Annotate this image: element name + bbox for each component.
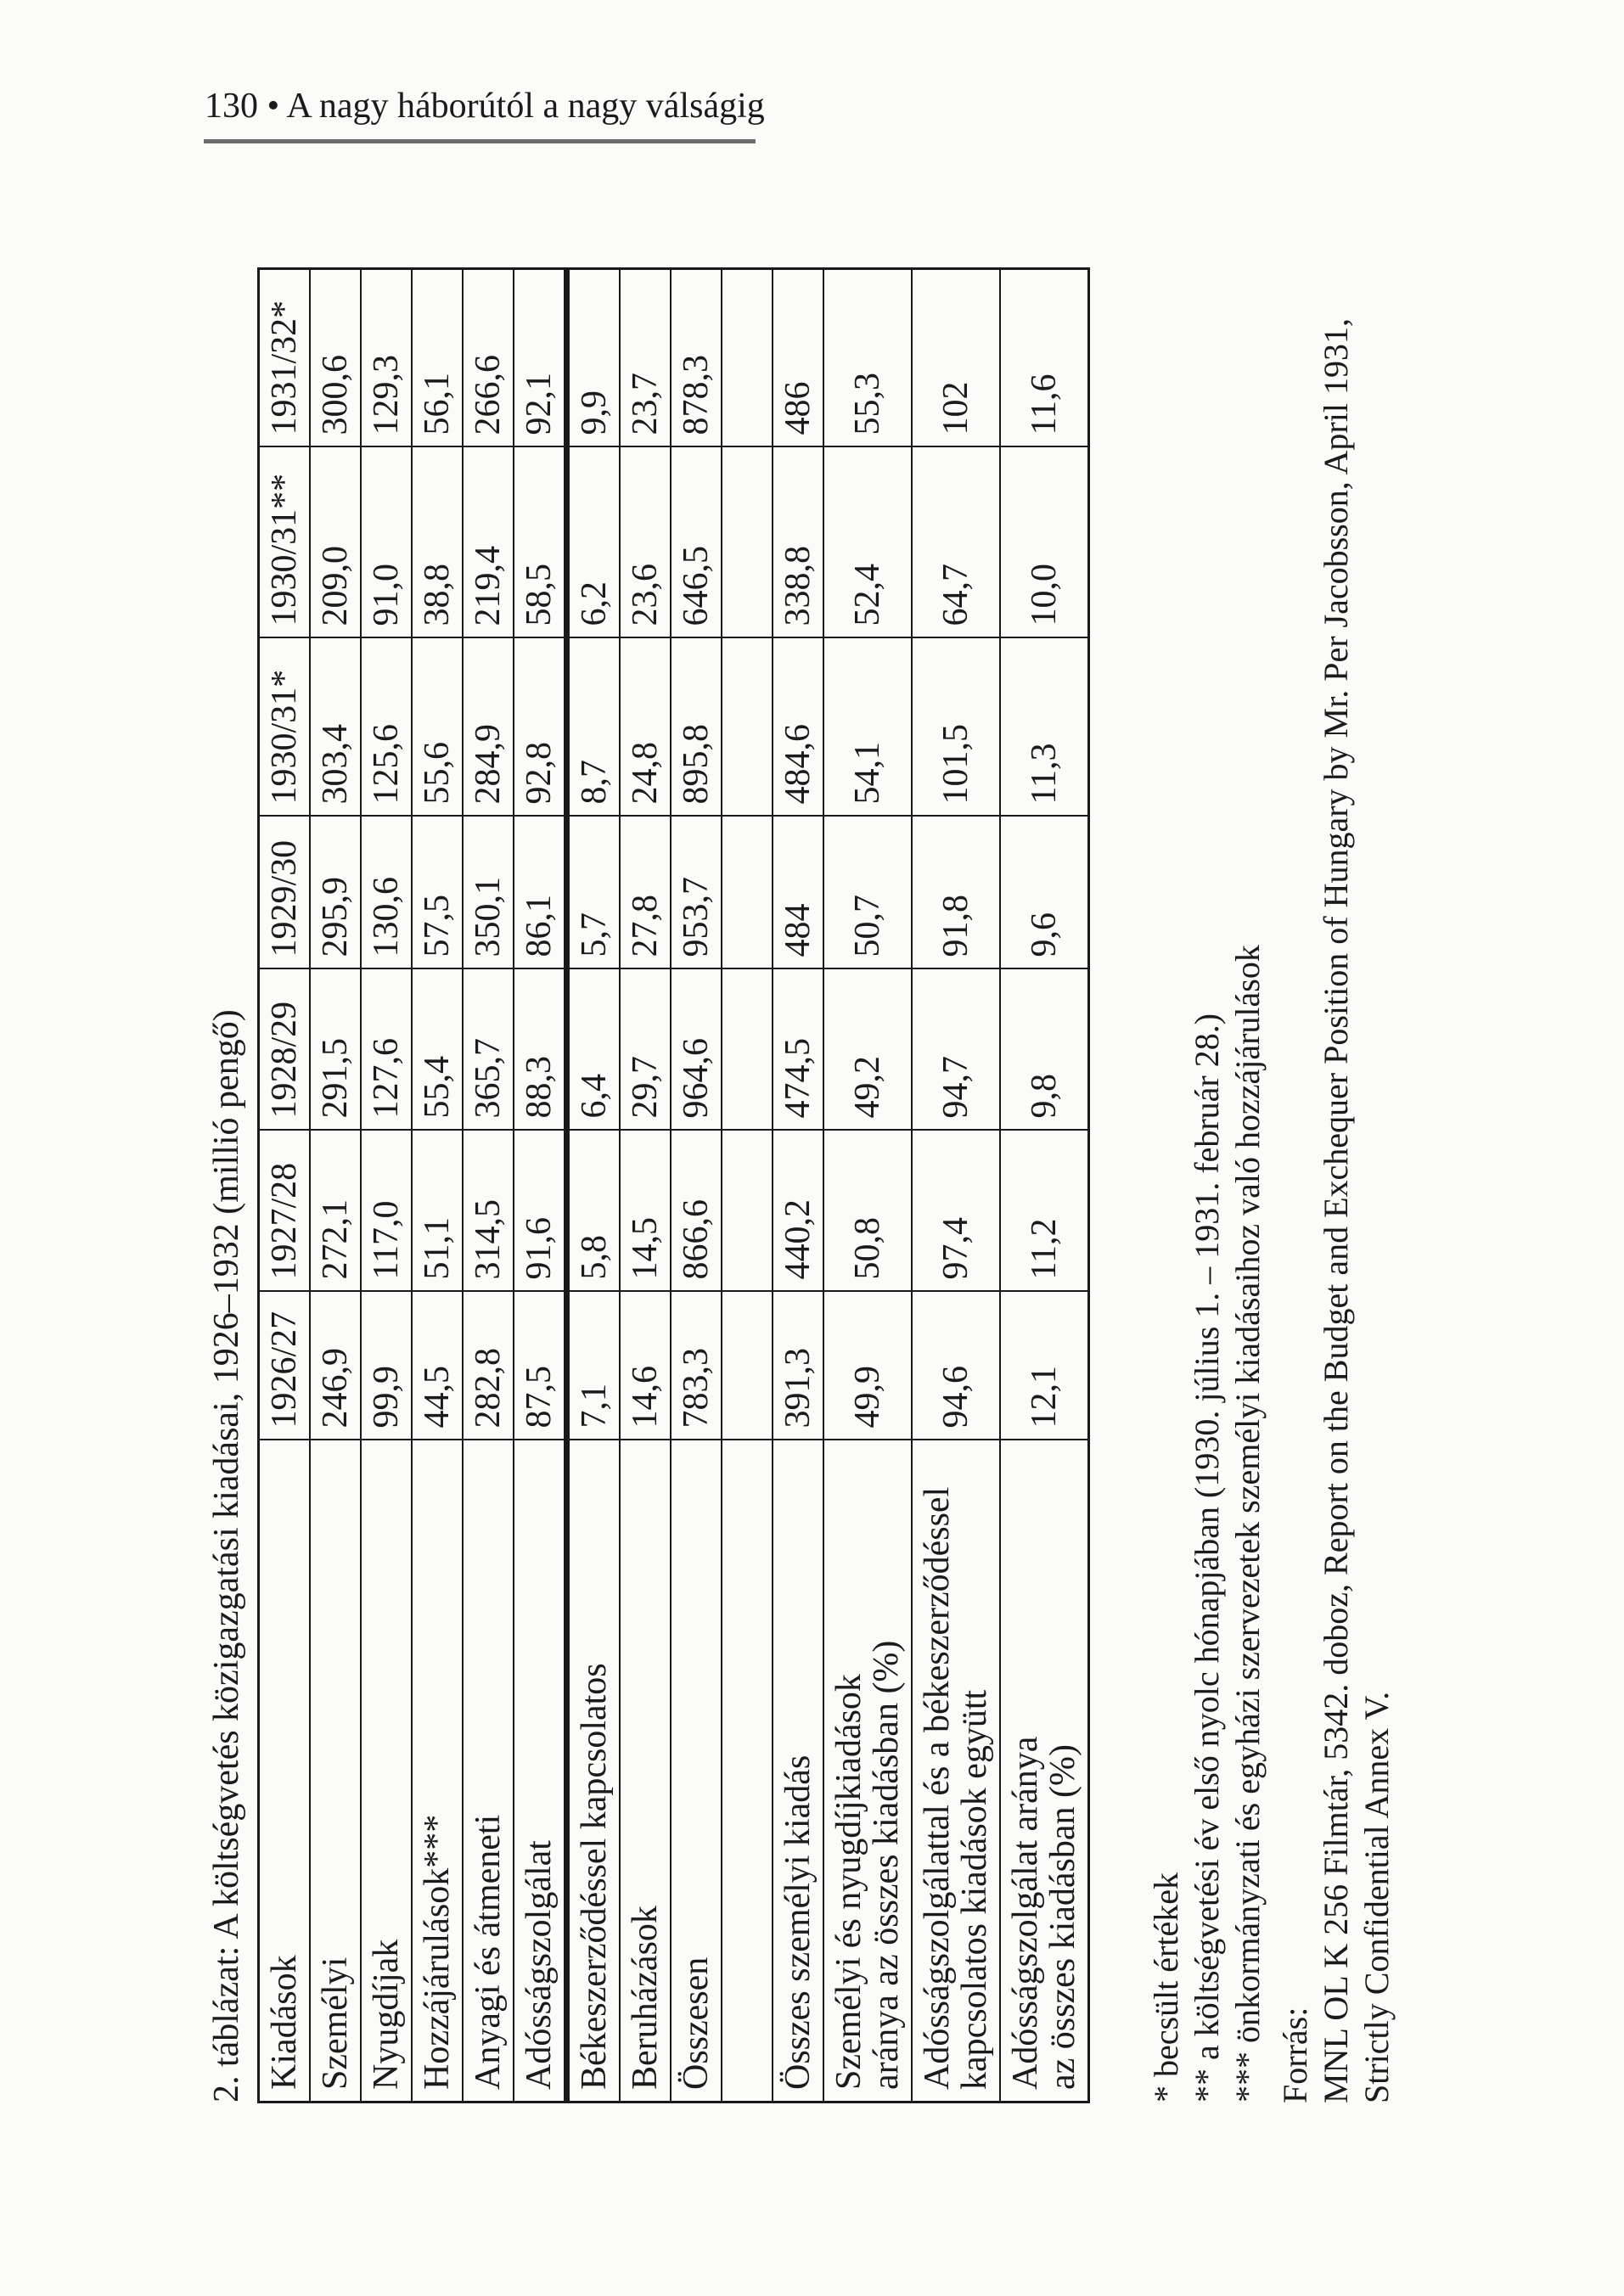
- value-cell: 86,1: [514, 817, 567, 969]
- value-cell: 101,5: [912, 638, 1000, 817]
- value-cell: 24,8: [620, 638, 671, 817]
- value-cell: 7,1: [567, 1292, 621, 1440]
- row-label-cell: Összes személyi kiadás: [773, 1440, 823, 2102]
- row-label-cell: Adósságszolgálat aránya az összes kiadásban (%): [1000, 1440, 1089, 2102]
- table-row: [310, 269, 361, 2102]
- value-cell: 14,6: [620, 1292, 671, 1440]
- value-cell: 88,3: [514, 969, 567, 1131]
- row-label-cell: Összesen: [671, 1440, 722, 2102]
- value-cell: 58,5: [514, 447, 567, 638]
- value-cell: 5,8: [567, 1131, 621, 1292]
- value-cell: 646,5: [671, 447, 722, 638]
- value-cell: 6,4: [567, 969, 621, 1131]
- row-label-cell: Személyi: [310, 1440, 361, 2102]
- value-cell: 125,6: [361, 638, 412, 817]
- value-cell: 23,7: [620, 269, 671, 447]
- value-cell: 266,6: [463, 269, 514, 447]
- table-row: [412, 269, 463, 2102]
- value-cell: 953,7: [671, 817, 722, 969]
- value-cell: 9,6: [1000, 817, 1089, 969]
- row-label-cell: [722, 1440, 773, 2102]
- year-header-cell: 1928/29: [259, 969, 311, 1131]
- year-header-cell: 1927/28: [259, 1131, 311, 1292]
- value-cell: 52,4: [823, 447, 912, 638]
- footnote: ** a költségvetési év első nyolc hónapjában (1930. július 1. – 1931. február 28.): [1188, 1013, 1226, 2102]
- value-cell: 338,8: [773, 447, 823, 638]
- year-header-cell: 1931/32*: [259, 269, 311, 447]
- value-cell: 895,8: [671, 638, 722, 817]
- value-cell: 94,7: [912, 969, 1000, 1131]
- budget-table: [257, 267, 1090, 2103]
- value-cell: 440,2: [773, 1131, 823, 1292]
- value-cell: 56,1: [412, 269, 463, 447]
- footnote: *** önkormányzati és egyházi szervezetek személyi kiadásaihoz való hozzájárulások: [1228, 945, 1267, 2102]
- value-cell: 209,0: [310, 447, 361, 638]
- value-cell: 64,7: [912, 447, 1000, 638]
- value-cell: 284,9: [463, 638, 514, 817]
- column-header-cell: Kiadások: [259, 1440, 311, 2102]
- footnote: * becsült értékek: [1147, 1872, 1185, 2102]
- value-cell: 282,8: [463, 1292, 514, 1440]
- value-cell: 102: [912, 269, 1000, 447]
- source-block: [1275, 100, 1397, 2103]
- value-cell: 783,3: [671, 1292, 722, 1440]
- value-cell: 12,1: [1000, 1292, 1089, 1440]
- value-cell: 92,1: [514, 269, 567, 447]
- row-label-cell: Nyugdíjak: [361, 1440, 412, 2102]
- value-cell: 50,7: [823, 817, 912, 969]
- value-cell: 14,5: [620, 1131, 671, 1292]
- table-row: [773, 269, 823, 2102]
- table-row: [620, 269, 671, 2102]
- value-cell: 54,1: [823, 638, 912, 817]
- value-cell: 57,5: [412, 817, 463, 969]
- table-header-row: [259, 269, 311, 2102]
- value-cell: [722, 638, 773, 817]
- year-header-cell: 1929/30: [259, 817, 311, 969]
- footnotes: [1146, 100, 1268, 2102]
- value-cell: 484: [773, 817, 823, 969]
- value-cell: 246,9: [310, 1292, 361, 1440]
- value-cell: 11,6: [1000, 269, 1089, 447]
- value-cell: 6,2: [567, 447, 621, 638]
- row-label-cell: Anyagi és átmeneti: [463, 1440, 514, 2102]
- value-cell: 219,4: [463, 447, 514, 638]
- value-cell: 99,9: [361, 1292, 412, 1440]
- table-title: 2. táblázat: A költségvetés közigazgatási kiadásai, 1926–1932 (millió pengő): [207, 1009, 246, 2102]
- value-cell: [722, 447, 773, 638]
- value-cell: 55,6: [412, 638, 463, 817]
- row-label-cell: Adósságszolgálattal és a békeszerződéssel kapcsolatos kiadások együtt: [912, 1440, 1000, 2102]
- value-cell: 91,0: [361, 447, 412, 638]
- value-cell: 365,7: [463, 969, 514, 1131]
- source-label: Forrás:: [1276, 2007, 1314, 2103]
- table-row: [671, 269, 722, 2102]
- value-cell: 11,2: [1000, 1131, 1089, 1292]
- value-cell: 303,4: [310, 638, 361, 817]
- row-label-cell: Békeszerződéssel kapcsolatos: [567, 1440, 621, 2102]
- year-header-cell: 1930/31*: [259, 638, 311, 817]
- table-row: [514, 269, 567, 2102]
- value-cell: 350,1: [463, 817, 514, 969]
- value-cell: 291,5: [310, 969, 361, 1131]
- value-cell: 29,7: [620, 969, 671, 1131]
- table-row: [1000, 269, 1089, 2102]
- value-cell: 474,5: [773, 969, 823, 1131]
- value-cell: 55,3: [823, 269, 912, 447]
- source-line: Strictly Confidential Annex V.: [1357, 1691, 1396, 2103]
- source-line: MNL OL K 256 Filmtár, 5342. doboz, Report on the Budget and Exchequer Position of Hungary by Mr. Per Jacobsson, April 1931,: [1317, 318, 1355, 2103]
- value-cell: 129,3: [361, 269, 412, 447]
- table-row: [722, 269, 773, 2102]
- value-cell: 91,6: [514, 1131, 567, 1292]
- value-cell: 866,6: [671, 1131, 722, 1292]
- value-cell: 878,3: [671, 269, 722, 447]
- value-cell: 23,6: [620, 447, 671, 638]
- value-cell: 49,9: [823, 1292, 912, 1440]
- value-cell: 272,1: [310, 1131, 361, 1292]
- value-cell: 295,9: [310, 817, 361, 969]
- page-header: 130 • A nagy háborútól a nagy válságig: [205, 87, 765, 126]
- table-row: [912, 269, 1000, 2102]
- value-cell: 130,6: [361, 817, 412, 969]
- value-cell: 55,4: [412, 969, 463, 1131]
- value-cell: 391,3: [773, 1292, 823, 1440]
- value-cell: 44,5: [412, 1292, 463, 1440]
- value-cell: 27,8: [620, 817, 671, 969]
- table-row: [567, 269, 621, 2102]
- value-cell: 51,1: [412, 1131, 463, 1292]
- row-label-cell: Adósságszolgálat: [514, 1440, 567, 2102]
- value-cell: 484,6: [773, 638, 823, 817]
- value-cell: 117,0: [361, 1131, 412, 1292]
- value-cell: [722, 269, 773, 447]
- value-cell: 964,6: [671, 969, 722, 1131]
- value-cell: 8,7: [567, 638, 621, 817]
- year-header-cell: 1926/27: [259, 1292, 311, 1440]
- value-cell: 92,8: [514, 638, 567, 817]
- value-cell: 5,7: [567, 817, 621, 969]
- rotated-table-block: [206, 100, 1480, 2103]
- value-cell: [722, 969, 773, 1131]
- value-cell: [722, 1131, 773, 1292]
- table-row: [463, 269, 514, 2102]
- table-row: [361, 269, 412, 2102]
- value-cell: 9,9: [567, 269, 621, 447]
- value-cell: 10,0: [1000, 447, 1089, 638]
- value-cell: 486: [773, 269, 823, 447]
- row-label-cell: Beruházások: [620, 1440, 671, 2102]
- value-cell: 50,8: [823, 1131, 912, 1292]
- value-cell: 91,8: [912, 817, 1000, 969]
- value-cell: [722, 817, 773, 969]
- value-cell: 300,6: [310, 269, 361, 447]
- value-cell: 49,2: [823, 969, 912, 1131]
- value-cell: [722, 1292, 773, 1440]
- table-row: [823, 269, 912, 2102]
- row-label-cell: Személyi és nyugdíjkiadások aránya az összes kiadásban (%): [823, 1440, 912, 2102]
- value-cell: 11,3: [1000, 638, 1089, 817]
- value-cell: 127,6: [361, 969, 412, 1131]
- value-cell: 9,8: [1000, 969, 1089, 1131]
- value-cell: 97,4: [912, 1131, 1000, 1292]
- value-cell: 87,5: [514, 1292, 567, 1440]
- value-cell: 314,5: [463, 1131, 514, 1292]
- value-cell: 94,6: [912, 1292, 1000, 1440]
- value-cell: 38,8: [412, 447, 463, 638]
- year-header-cell: 1930/31**: [259, 447, 311, 638]
- row-label-cell: Hozzájárulások***: [412, 1440, 463, 2102]
